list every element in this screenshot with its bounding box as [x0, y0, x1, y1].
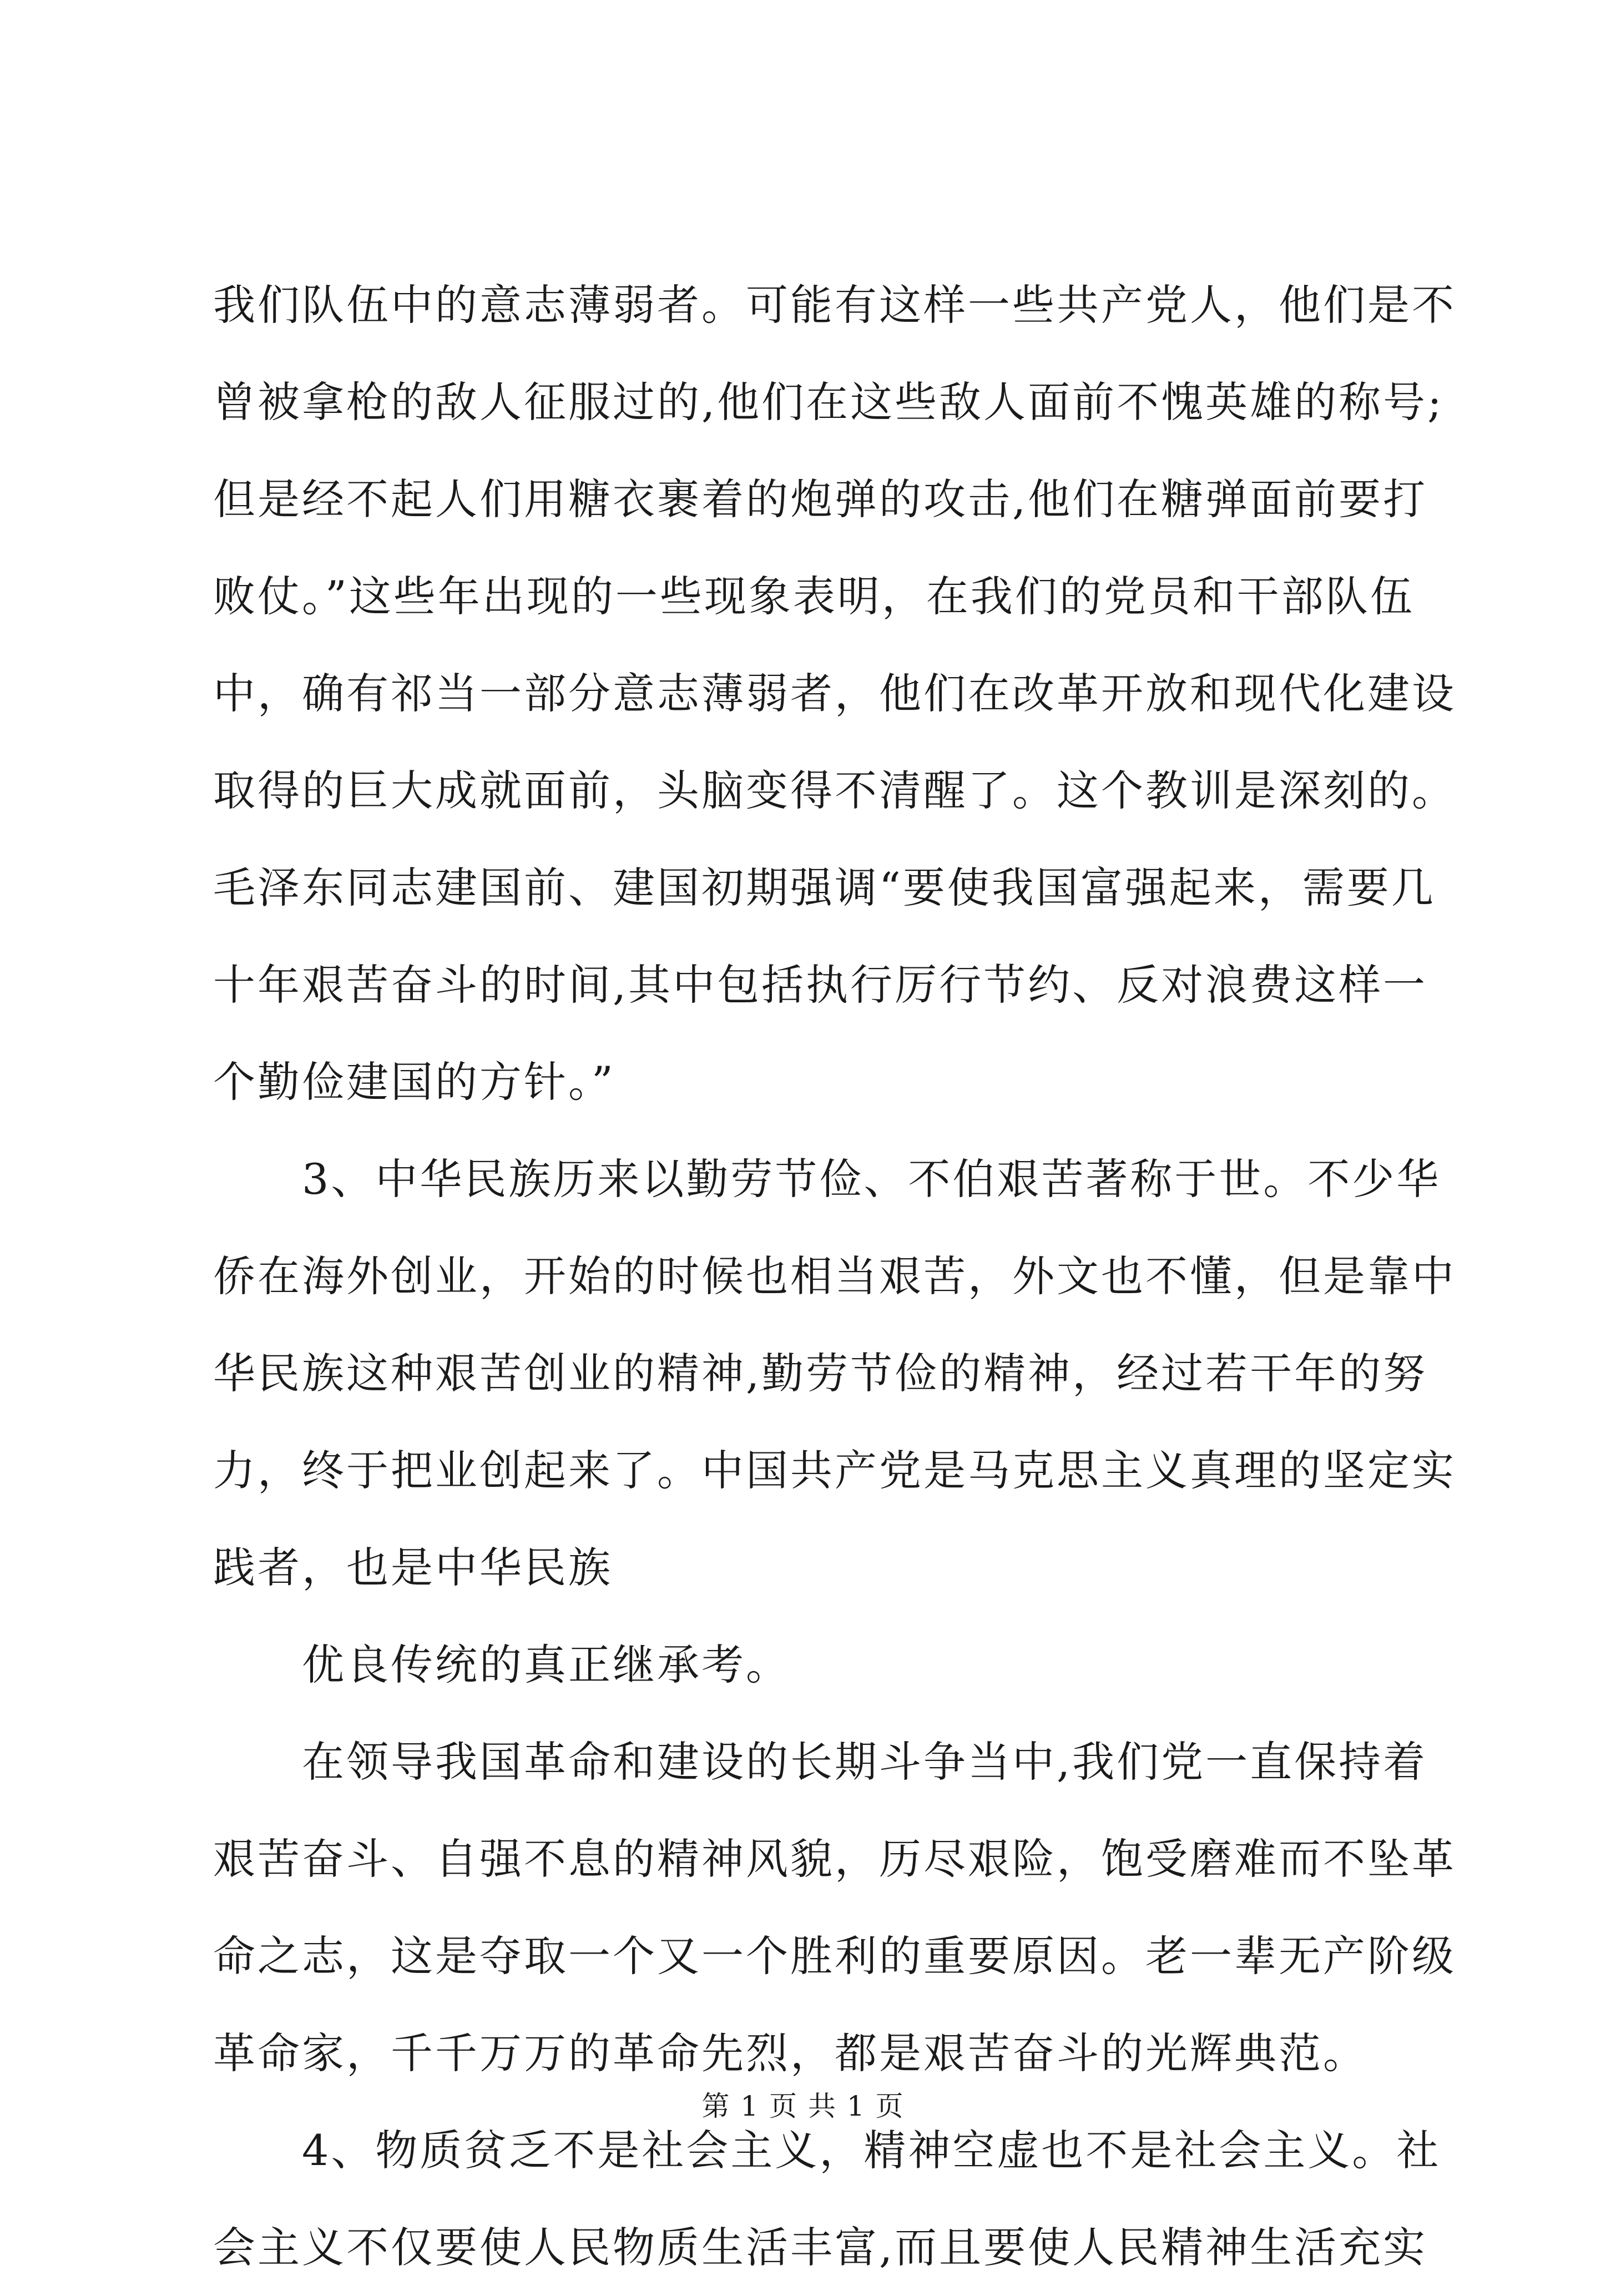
text-line-9: 个勤俭建国的方针。”: [213, 1057, 615, 1107]
document-body: [213, 256, 1456, 2296]
text-line-7: 毛泽东同志建国前、建国初期强调“要使我国富强起来，需要几: [213, 863, 1436, 912]
text-line-14: 践者，也是中华民族: [213, 1543, 613, 1592]
text-line-1: 我们队伍中的意志薄弱者。可能有这样一些共产党人，他们是不: [213, 280, 1456, 330]
text-line-4: 败仗。”这些年出现的一些现象表明，在我们的党员和干部队伍: [213, 572, 1415, 621]
text-line-21: 会主义不仅要使人民物质生活丰富,而且要使人民精神生活充实: [213, 2223, 1428, 2272]
page-footer: [0, 2087, 1606, 2126]
text-line-3: 但是经不起人们用糖衣裹着的炮弹的攻击,他们在糖弹面前要打: [213, 475, 1428, 524]
text-line-6: 取得的巨大成就面前，头脑变得不清醒了。这个教训是深刻的。: [213, 766, 1456, 815]
text-line-11: 侨在海外创业，开始的时候也相当艰苦，外文也不懂，但是靠中: [213, 1252, 1456, 1301]
text-line-15: 优良传统的真正继承考。: [302, 1640, 790, 1689]
text-line-2: 曾被拿枪的敌人征服过的,他们在这些敌人面前不愧英雄的称号;: [213, 377, 1444, 427]
text-line-10: 3、中华民族历来以勤劳节俭、不伯艰苦著称于世。不少华: [302, 1154, 1441, 1204]
text-line-19: 革命家，千千万万的革命先烈，都是艰苦奋斗的光辉典范。: [213, 2028, 1367, 2078]
text-line-20: 4、物质贫乏不是社会主义，精神空虚也不是社会主义。社: [302, 2126, 1441, 2175]
text-line-8: 十年艰苦奋斗的时间,其中包括执行厉行节约、反对浪费这样一: [213, 960, 1428, 1010]
text-line-17: 艰苦奋斗、自强不息的精神风貌，历尽艰险，饱受磨难而不坠革: [213, 1834, 1456, 1884]
text-line-5: 中，确有祁当一部分意志薄弱者，他们在改革开放和现代化建设: [213, 669, 1456, 718]
text-line-16: 在领导我国革命和建设的长期斗争当中,我们党一直保持着: [302, 1737, 1428, 1787]
text-line-18: 命之志，这是夺取一个又一个胜利的重要原因。老一辈无产阶级: [213, 1931, 1456, 1981]
text-line-13: 力，终于把业创起来了。中国共产党是马克思主义真理的坚定实: [213, 1446, 1456, 1495]
page-number-label: 第 1 页 共 1 页: [701, 2090, 905, 2122]
text-line-12: 华民族这种艰苦创业的精神,勤劳节俭的精神，经过若干年的努: [213, 1349, 1428, 1398]
